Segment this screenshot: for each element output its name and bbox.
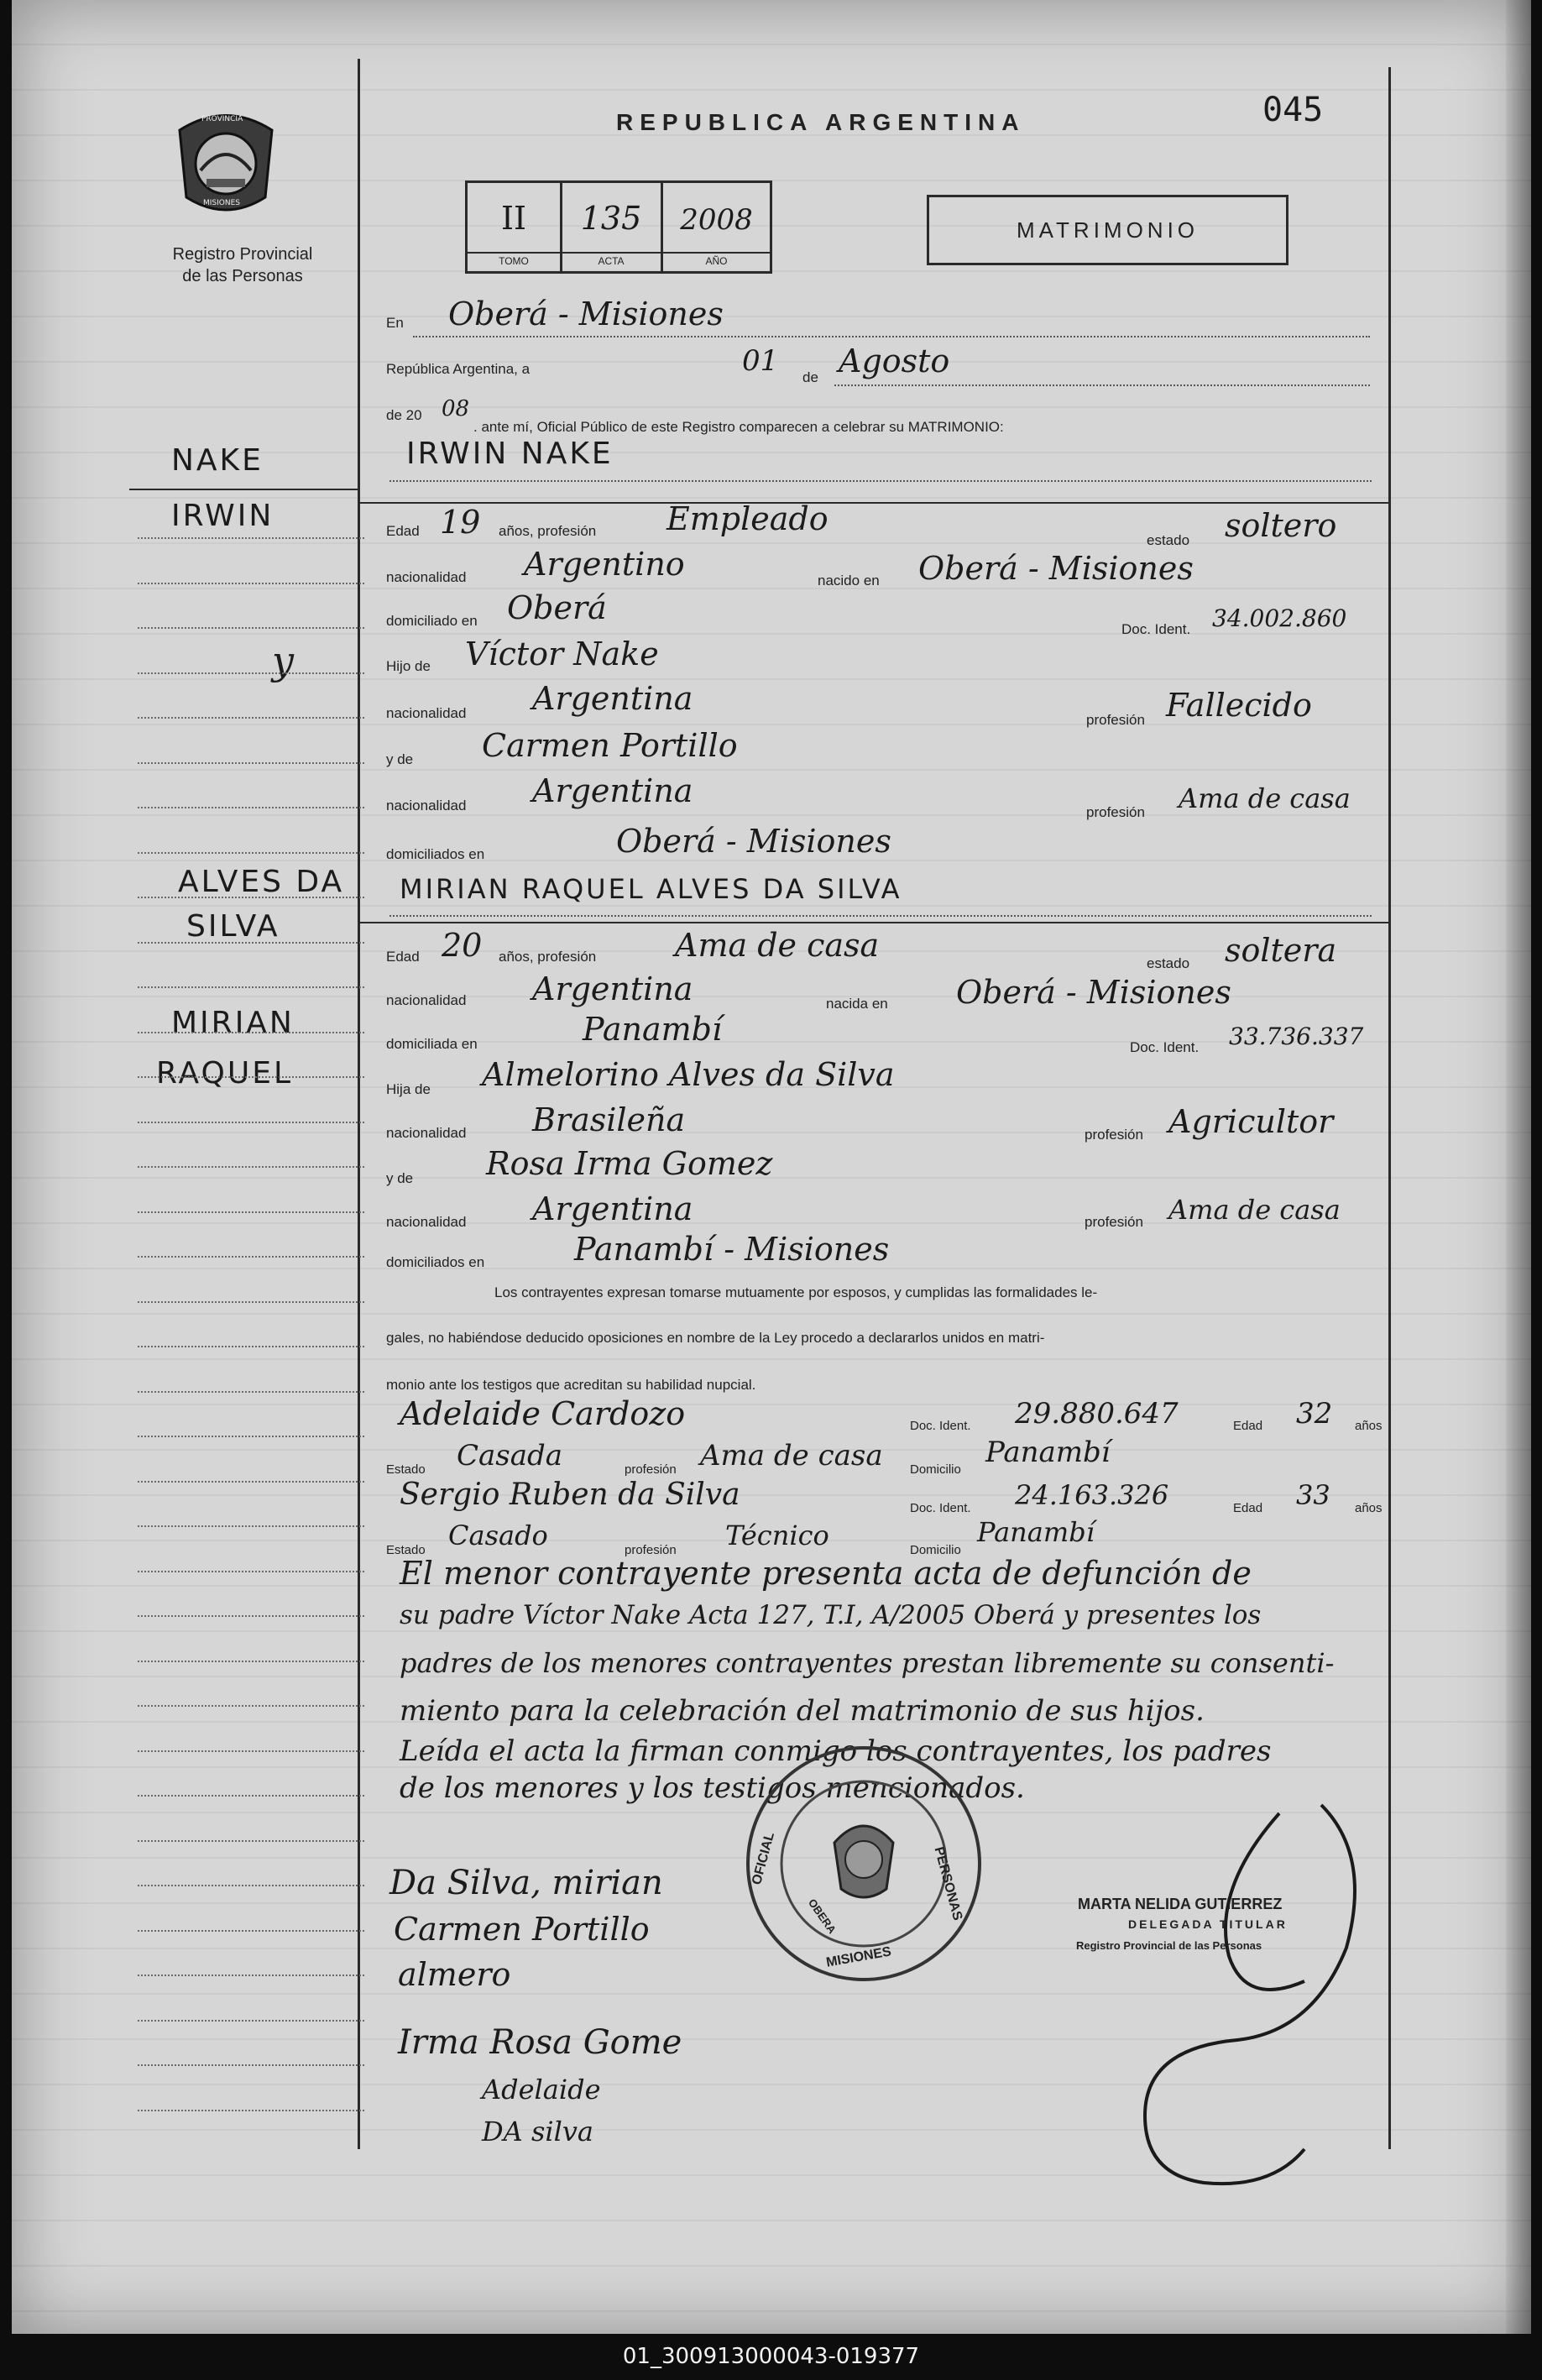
margin-ruling-line	[138, 942, 364, 944]
bride-mother-nac-label: nacionalidad	[386, 1214, 467, 1230]
groom-doc: 34.002.860	[1212, 604, 1347, 632]
note-line-3: padres de los menores contrayentes prestan libremente su consenti-	[400, 1647, 1335, 1679]
declaration-line-2: gales, no habiéndose deducido oposiciones en nombre de la Ley procedo a declararlos unidos en matri-	[386, 1330, 1045, 1346]
witness2-domicilio: Panambí	[977, 1516, 1095, 1548]
witness2-doc-label: Doc. Ident.	[910, 1501, 971, 1515]
bride-domiciliados-label: domiciliados en	[386, 1254, 485, 1270]
groom-father: Víctor Nake	[465, 636, 659, 672]
witness1-doc-label: Doc. Ident.	[910, 1419, 971, 1433]
margin-ruling-line	[138, 2020, 364, 2022]
margin-ruling-line	[138, 897, 364, 898]
bride-mother-prof-label: profesión	[1085, 1214, 1143, 1230]
month-value: Agosto	[839, 343, 950, 379]
groom-profesion: Empleado	[666, 500, 828, 537]
margin-conjunction: y	[272, 638, 294, 683]
bride-nacida-en: Oberá - Misiones	[956, 974, 1231, 1011]
margin-ruling-line	[138, 1571, 364, 1572]
registry-name-line1: Registro Provincial	[172, 245, 313, 264]
bride-father: Almelorino Alves da Silva	[482, 1056, 895, 1093]
margin-bride-name-2: RAQUEL	[156, 1056, 294, 1091]
margin-bride-surname-1: ALVES DA	[178, 865, 345, 899]
margin-ruling-line	[138, 1122, 364, 1123]
signature-bride: Da Silva, mirian	[389, 1864, 663, 1902]
groom-mother-prof-label: profesión	[1086, 804, 1145, 820]
witness1-profesion: Ama de casa	[700, 1439, 883, 1472]
margin-ruling-line	[138, 1930, 364, 1932]
bride-father-nac-label: nacionalidad	[386, 1125, 467, 1141]
round-official-seal	[742, 1742, 985, 1985]
seal-text-right: PERSONAS	[931, 1845, 965, 1922]
groom-full-name: IRWIN NAKE	[406, 437, 614, 471]
witness2-anos-label: años	[1355, 1501, 1383, 1515]
note-line-5: Leída el acta la firman conmigo los contrayentes, los padres	[400, 1734, 1272, 1768]
tomo-value: II	[500, 200, 527, 237]
intro-text: . ante mí, Oficial Público de este Registro comparecen a celebrar su MATRIMONIO:	[473, 419, 1004, 435]
margin-ruling-line	[138, 1391, 364, 1393]
witness1-estado: Casada	[457, 1439, 563, 1472]
margin-ruling-line	[138, 583, 364, 584]
groom-estado: soltero	[1225, 507, 1337, 544]
note-line-2: su padre Víctor Nake Acta 127, T.I, A/2005 Oberá y presentes los	[400, 1600, 1262, 1630]
groom-mother-prof: Ama de casa	[1179, 782, 1351, 814]
witness2-edad-label: Edad	[1233, 1501, 1263, 1515]
witness1-domicilio: Panambí	[985, 1436, 1111, 1469]
day-value: 01	[742, 344, 779, 378]
margin-ruling-line	[138, 717, 364, 719]
witness2-edad: 33	[1296, 1479, 1330, 1511]
groom-doc-label: Doc. Ident.	[1121, 621, 1191, 637]
groom-edad-label: Edad	[386, 523, 420, 539]
country-title: REPUBLICA ARGENTINA	[616, 109, 1026, 135]
signature-witness2: DA silva	[482, 2116, 593, 2147]
groom-yde-label: y de	[386, 751, 414, 767]
bride-full-name: MIRIAN RAQUEL ALVES DA SILVA	[400, 873, 902, 905]
bride-edad-label: Edad	[386, 949, 420, 965]
groom-father-prof: Fallecido	[1166, 687, 1312, 724]
margin-ruling-line	[138, 627, 364, 629]
witness1-profesion-label: profesión	[625, 1462, 677, 1477]
provincial-seal-logo	[171, 105, 280, 222]
official-registry-stamp: Registro Provincial de las Personas	[1076, 1939, 1262, 1952]
margin-ruling-line	[138, 1301, 364, 1303]
groom-section-divider	[359, 502, 1388, 504]
groom-father-prof-label: profesión	[1086, 712, 1145, 728]
bride-profesion: Ama de casa	[675, 927, 880, 964]
tomo-label: TOMO	[499, 255, 529, 267]
bride-domiciliados: Panambí - Misiones	[574, 1231, 890, 1268]
groom-father-nac-label: nacionalidad	[386, 705, 467, 721]
margin-ruling-line	[138, 1750, 364, 1752]
witness1-doc: 29.880.647	[1015, 1397, 1179, 1431]
seal-bottom-text: MISIONES	[203, 199, 241, 207]
bride-mother-nac: Argentina	[532, 1190, 693, 1227]
official-signature	[1111, 1788, 1380, 2191]
margin-ruling-line	[138, 807, 364, 808]
witness2-doc: 24.163.326	[1015, 1479, 1169, 1511]
bride-nacionalidad-label: nacionalidad	[386, 992, 467, 1008]
margin-ruling-line	[138, 1346, 364, 1347]
margin-ruling-line	[138, 1076, 364, 1078]
bride-anos-profesion-label: años, profesión	[499, 949, 597, 965]
bride-section-divider	[359, 922, 1388, 923]
official-title-stamp: DELEGADA TITULAR	[1128, 1917, 1288, 1931]
margin-bride-name-1: MIRIAN	[171, 1006, 295, 1040]
margin-ruling-line	[138, 1615, 364, 1617]
seal-top-text: PROVINCIA	[201, 115, 243, 123]
witness1-name: Adelaide Cardozo	[400, 1395, 686, 1432]
groom-mother-nac-label: nacionalidad	[386, 798, 467, 813]
bride-nacida-label: nacida en	[826, 996, 888, 1012]
groom-nacionalidad-label: nacionalidad	[386, 569, 467, 585]
margin-ruling-line	[138, 1661, 364, 1662]
groom-father-nac: Argentina	[532, 680, 693, 717]
groom-domiciliados: Oberá - Misiones	[616, 823, 891, 860]
groom-mother: Carmen Portillo	[482, 727, 738, 764]
witness2-profesion-label: profesión	[625, 1543, 677, 1557]
margin-ruling-line	[138, 1256, 364, 1258]
witness2-domicilio-label: Domicilio	[910, 1543, 961, 1557]
registry-name-line2: de las Personas	[182, 267, 303, 285]
note-line-4: miento para la celebración del matrimonio de sus hijos.	[400, 1694, 1205, 1728]
seal-text-left: OFICIAL	[750, 1830, 778, 1886]
bride-father-prof-label: profesión	[1085, 1127, 1143, 1143]
bride-domicilio: Panambí	[583, 1011, 723, 1048]
declaration-line-3: monio ante los testigos que acreditan su habilidad nupcial.	[386, 1377, 756, 1393]
signature-bride-mother: Irma Rosa Gome	[398, 2023, 682, 2062]
republica-label: República Argentina, a	[386, 361, 531, 377]
margin-ruling-line	[138, 537, 364, 539]
margin-ruling-line	[138, 1032, 364, 1033]
margin-bride-surname-2: SILVA	[186, 909, 280, 944]
bride-father-prof: Agricultor	[1168, 1103, 1334, 1140]
folio-number: 045	[1262, 91, 1324, 129]
act-type-label: MATRIMONIO	[1016, 217, 1200, 243]
record-number-box	[465, 180, 772, 274]
margin-groom-name: IRWIN	[171, 499, 274, 533]
groom-anos-profesion-label: años, profesión	[499, 523, 597, 539]
signature-groom-mother: Carmen Portillo	[394, 1911, 650, 1948]
groom-domicilio: Oberá	[507, 589, 607, 626]
witness1-estado-label: Estado	[386, 1462, 426, 1477]
witness2-estado-label: Estado	[386, 1543, 426, 1557]
bride-edad: 20	[442, 927, 483, 964]
seal-text-bottom: MISIONES	[825, 1944, 893, 1970]
margin-ruling-line	[138, 1840, 364, 1842]
margin-divider-line	[358, 59, 360, 2149]
acta-label: ACTA	[598, 255, 625, 267]
document-page	[12, 0, 1531, 2334]
bride-doc: 33.736.337	[1229, 1023, 1364, 1050]
groom-nacido-label: nacido en	[818, 573, 880, 588]
groom-domiciliado-label: domiciliado en	[386, 613, 478, 629]
ano-label: AÑO	[705, 255, 728, 267]
official-name-stamp: MARTA NELIDA GUTIERREZ	[1078, 1896, 1283, 1912]
groom-mother-nac: Argentina	[532, 772, 693, 809]
year-suffix: 08	[442, 396, 470, 421]
witness1-edad-label: Edad	[1233, 1419, 1263, 1433]
margin-ruling-line	[138, 986, 364, 988]
act-type-box	[927, 195, 1288, 265]
bride-father-nac: Brasileña	[532, 1101, 686, 1138]
margin-groom-surname: NAKE	[171, 443, 264, 478]
margin-ruling-line	[138, 1211, 364, 1213]
margin-ruling-line	[138, 852, 364, 854]
note-line-6: de los menores y los testigos mencionados.	[400, 1771, 1025, 1805]
bride-domiciliada-label: domiciliada en	[386, 1036, 478, 1052]
margin-ruling-line	[138, 762, 364, 764]
groom-hijo-label: Hijo de	[386, 658, 431, 674]
signature-witness1: Adelaide	[482, 2074, 601, 2105]
declaration-line-1: Los contrayentes expresan tomarse mutuamente por esposos, y cumplidas las formalidades le-	[494, 1284, 1098, 1300]
seal-text-inner: OBERA	[805, 1896, 839, 1937]
groom-estado-label: estado	[1147, 532, 1190, 548]
margin-ruling-line	[138, 2064, 364, 2066]
de-label: de	[802, 369, 818, 385]
bride-nacionalidad: Argentina	[532, 970, 693, 1007]
margin-ruling-line	[138, 1436, 364, 1437]
witness1-domicilio-label: Domicilio	[910, 1462, 961, 1477]
acta-value: 135	[580, 200, 642, 237]
witness1-anos-label: años	[1355, 1419, 1383, 1433]
bride-hija-label: Hija de	[386, 1081, 431, 1097]
margin-ruling-line	[138, 672, 364, 674]
margin-ruling-line	[138, 1166, 364, 1168]
groom-domiciliados-label: domiciliados en	[386, 846, 485, 862]
bride-estado-label: estado	[1147, 955, 1190, 971]
margin-ruling-line	[138, 1885, 364, 1886]
margin-ruling-line	[138, 1975, 364, 1976]
ano-value: 2008	[680, 203, 753, 237]
file-id-caption: 01_300913000043-019377	[622, 2344, 920, 2369]
witness2-estado: Casado	[448, 1520, 548, 1551]
bride-mother-prof: Ama de casa	[1168, 1194, 1341, 1226]
margin-ruling-line	[138, 1795, 364, 1797]
witness1-edad: 32	[1296, 1397, 1333, 1431]
bride-doc-label: Doc. Ident.	[1130, 1039, 1200, 1055]
groom-edad: 19	[440, 504, 481, 541]
margin-ruling-line	[138, 1705, 364, 1707]
margin-ruling-line	[138, 1481, 364, 1483]
groom-nacionalidad: Argentino	[524, 546, 685, 583]
witness2-name: Sergio Ruben da Silva	[400, 1478, 740, 1512]
bride-yde-label: y de	[386, 1170, 414, 1186]
margin-ruling-line	[138, 2110, 364, 2111]
note-line-1: El menor contrayente presenta acta de defunción de	[400, 1555, 1252, 1592]
binding-edge	[1506, 0, 1531, 2334]
bride-mother: Rosa Irma Gomez	[486, 1145, 773, 1182]
groom-nacido-en: Oberá - Misiones	[918, 550, 1194, 587]
en-label: En	[386, 315, 404, 331]
right-border-line	[1388, 67, 1391, 2149]
witness2-profesion: Técnico	[725, 1520, 829, 1551]
year-prefix: de 20	[386, 407, 422, 423]
bride-estado: soltera	[1225, 932, 1337, 969]
margin-ruling-line	[138, 1525, 364, 1527]
place-value: Oberá - Misiones	[448, 296, 724, 332]
signature-bride-father: almero	[398, 1956, 511, 1993]
